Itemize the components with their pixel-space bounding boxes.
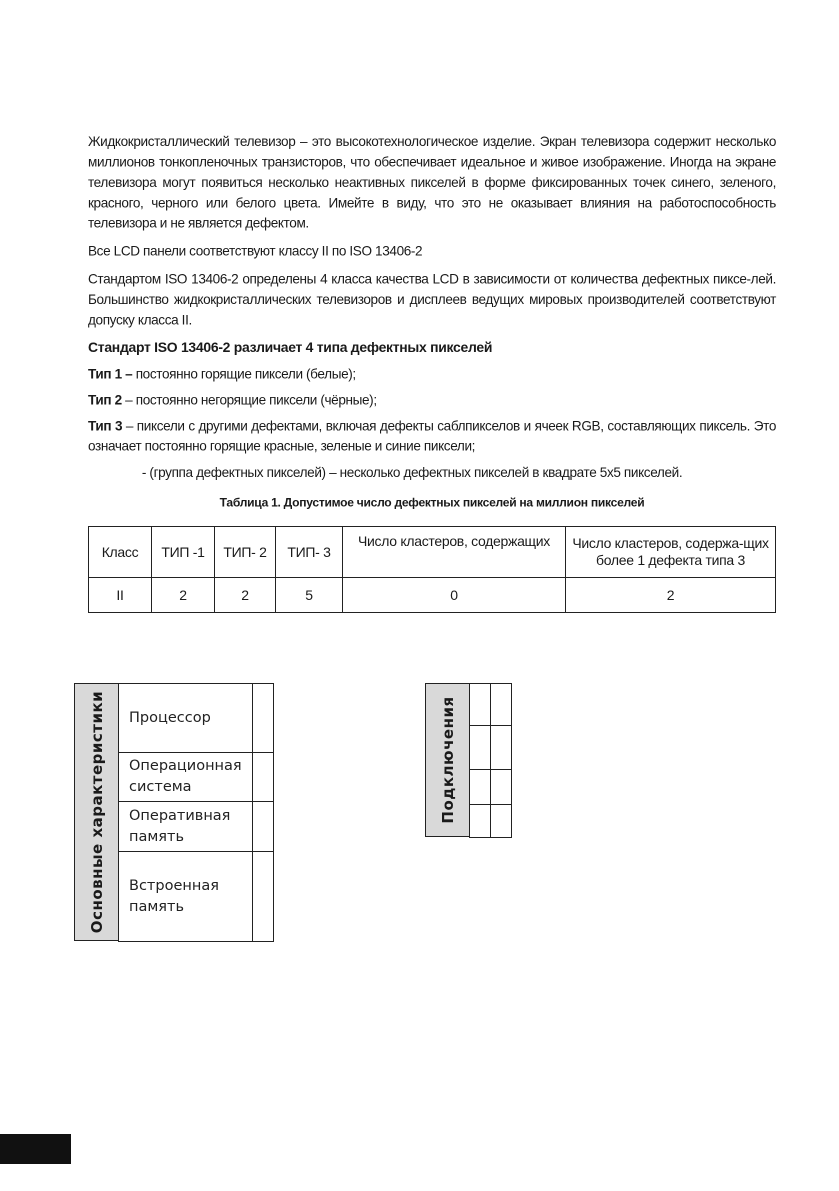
- header-type-1: ТИП -1: [152, 527, 215, 578]
- type-2-text: – постоянно негорящие пиксели (чёрные);: [121, 393, 377, 408]
- cell-type-2: 2: [215, 578, 276, 613]
- type-1-label: Тип 1 –: [88, 367, 133, 382]
- page-number-bar: [0, 1134, 71, 1164]
- table-row: [470, 770, 512, 805]
- spec-ram-value: [252, 802, 273, 852]
- table-row: [119, 852, 274, 942]
- spec-ram-label: Оперативная память: [119, 802, 253, 852]
- spec-processor-label: Процессор: [119, 684, 253, 753]
- type-1-text: постоянно горящие пиксели (белые);: [132, 367, 356, 382]
- intro-section: [88, 132, 776, 526]
- spec-os-value: [252, 753, 273, 802]
- table-header-row: [89, 527, 776, 578]
- main-specs-table: [118, 683, 274, 942]
- table-row: [470, 726, 512, 770]
- spec-storage-label: Встроенная память: [119, 852, 253, 942]
- defect-pixels-table: [88, 526, 776, 613]
- spec-processor-value: [252, 684, 273, 753]
- connections-label-text: Подключения: [438, 696, 457, 824]
- intro-paragraph-1: Жидкокристаллический телевизор – это высокотехнологическое изделие. Экран телевизора содержит несколько миллионов тонкопленочных транзисторов, что обеспечивает идеальное и живое изображение. Иногда на экране телевизора могут появиться несколько неактивных пикселей в форме фиксированных точек синего, зеленого, красного, черного или белого цвета. Имейте в виду, что это не оказывает влияния на работоспособность телевизора и не является дефектом.: [88, 134, 776, 232]
- connections-table: [469, 683, 512, 838]
- header-clusters: Число кластеров, содержащих: [343, 527, 566, 578]
- connection-cell: [470, 726, 491, 770]
- cell-type-1: 2: [152, 578, 215, 613]
- table-1-caption: Таблица 1. Допустимое число дефектных пикселей на миллион пикселей: [219, 495, 645, 510]
- type-2-line: [88, 390, 776, 410]
- intro-paragraph-3: Стандартом ISO 13406-2 определены 4 класса качества LCD в зависимости от количества дефектных пиксе-лей. Большинство жидкокристаллических телевизоров и дисплеев ведущих мировых производителей соответствуют допуску класса II.: [88, 272, 776, 329]
- cell-type-3: 5: [276, 578, 343, 613]
- cell-clusters-type-3: 2: [566, 578, 776, 613]
- header-clusters-type-3: Число кластеров, содержа-щих более 1 дефекта типа 3: [566, 527, 776, 578]
- connection-cell: [491, 805, 512, 838]
- connection-cell: [491, 726, 512, 770]
- table-row: [119, 684, 274, 753]
- type-2-label: Тип 2: [88, 393, 122, 408]
- defect-types-heading: Стандарт ISO 13406-2 различает 4 типа дефектных пикселей: [88, 340, 493, 356]
- cell-clusters: 0: [343, 578, 566, 613]
- connection-cell: [491, 770, 512, 805]
- header-class: Класс: [89, 527, 152, 578]
- header-type-3: ТИП- 3: [276, 527, 343, 578]
- type-1-line: [88, 364, 776, 384]
- table-row: [119, 802, 274, 852]
- table-row: [119, 753, 274, 802]
- spec-storage-value: [252, 852, 273, 942]
- connection-cell: [470, 684, 491, 726]
- connection-cell: [491, 684, 512, 726]
- cluster-note: - (группа дефектных пикселей) – несколько дефектных пикселей в квадрате 5х5 пикселей.: [141, 465, 683, 481]
- header-type-2: ТИП- 2: [215, 527, 276, 578]
- cell-class: II: [89, 578, 152, 613]
- type-3-line: [88, 416, 776, 457]
- connection-cell: [470, 805, 491, 838]
- table-row: [89, 578, 776, 613]
- type-3-text: – пиксели с другими дефектами, включая дефекты саблпикселов и ячеек RGB, составляющих пиксель. Это означает постоянно горящие красные, зеленые и синие пиксели;: [88, 419, 776, 455]
- table-row: [470, 684, 512, 726]
- intro-paragraph-2: Все LCD панели соответствуют классу II по ISO 13406-2: [88, 244, 423, 260]
- main-specs-label: [74, 683, 119, 941]
- main-specs-label-text: Основные характеристики: [87, 690, 106, 934]
- table-row: [470, 805, 512, 838]
- connection-cell: [470, 770, 491, 805]
- type-3-label: Тип 3: [88, 419, 123, 435]
- spec-os-label: Операционная система: [119, 753, 253, 802]
- connections-label: [425, 683, 470, 837]
